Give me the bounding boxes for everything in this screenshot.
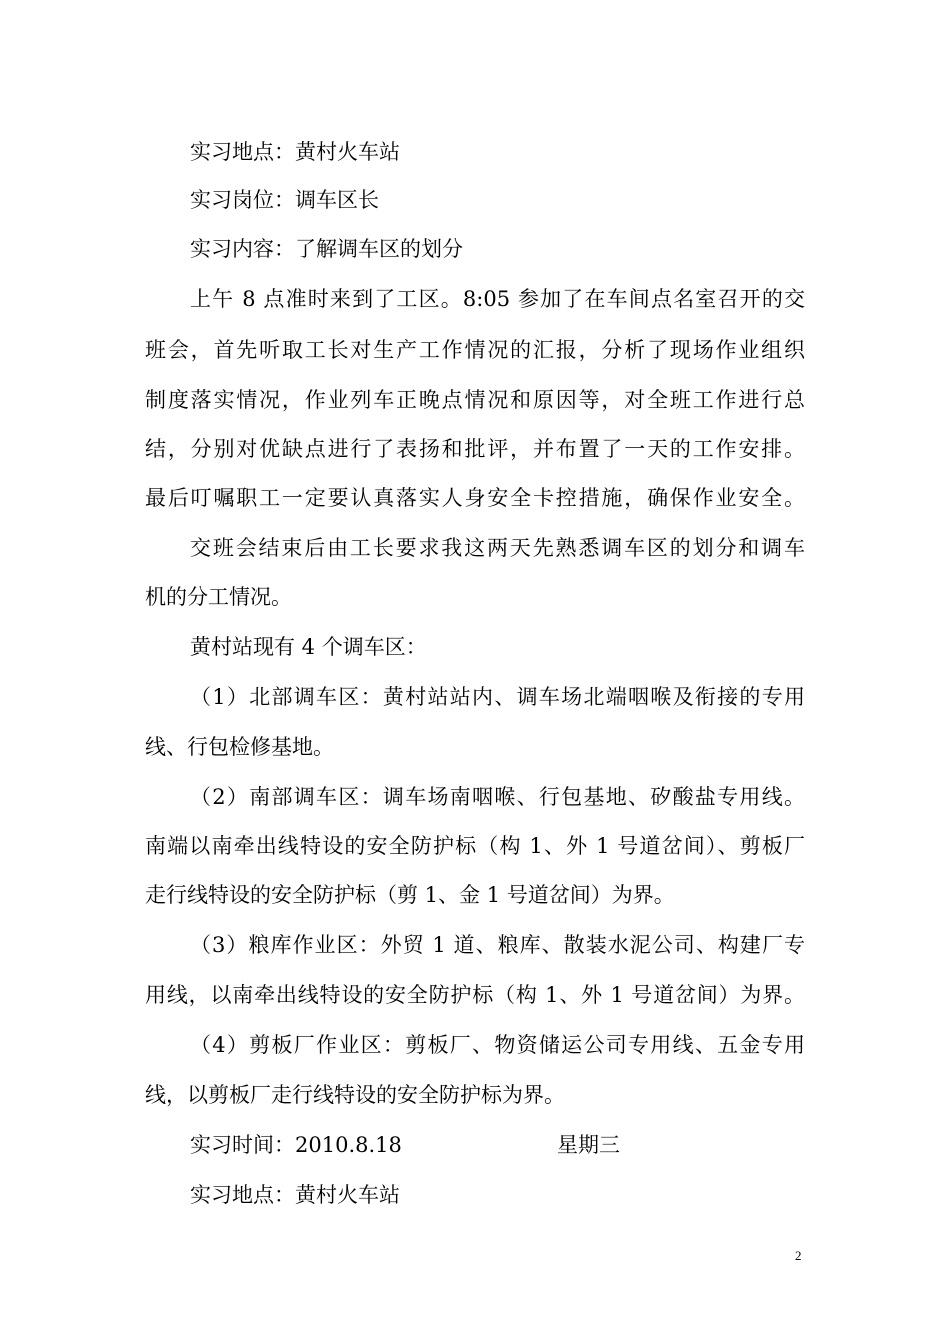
paragraph-line: （1）北部调车区：黄村站站内、调车场北端咽喉及衔接的专用 bbox=[190, 685, 805, 709]
paragraph-line: 最后叮嘱职工一定要认真落实人身安全卡控措施，确保作业安全。 bbox=[145, 486, 805, 510]
paragraph-line: 制度落实情况，作业列车正晚点情况和原因等，对全班工作进行总 bbox=[145, 388, 805, 412]
paragraph-line: 交班会结束后由工长要求我这两天先熟悉调车区的划分和调车 bbox=[190, 536, 805, 560]
paragraph-line: （2）南部调车区：调车场南咽喉、行包基地、矽酸盐专用线。 bbox=[190, 785, 805, 809]
paragraph-line: 机的分工情况。 bbox=[145, 585, 292, 609]
internship-position: 实习岗位：调车区长 bbox=[190, 188, 379, 212]
zones-intro: 黄村站现有 4 个调车区： bbox=[190, 635, 427, 659]
paragraph-line: （3）粮库作业区：外贸 1 道、粮库、散装水泥公司、构建厂专 bbox=[190, 933, 805, 957]
internship-content: 实习内容：了解调车区的划分 bbox=[190, 237, 463, 261]
internship-weekday: 星期三 bbox=[557, 1133, 620, 1157]
paragraph-line: （4）剪板厂作业区：剪板厂、物资储运公司专用线、五金专用 bbox=[190, 1033, 805, 1057]
paragraph-line: 用线，以南牵出线特设的安全防护标（构 1、外 1 号道岔间）为界。 bbox=[145, 983, 805, 1007]
internship-time: 实习时间：2010.8.18 bbox=[190, 1133, 402, 1157]
paragraph-line: 南端以南牵出线特设的安全防护标（构 1、外 1 号道岔间）、剪板厂 bbox=[145, 834, 805, 858]
paragraph-line: 上午 8 点准时来到了工区。8:05 参加了在车间点名室召开的交 bbox=[190, 287, 805, 311]
page-number: 2 bbox=[795, 1248, 802, 1263]
next-entry-time-row bbox=[190, 1130, 805, 1160]
paragraph-line: 结，分别对优缺点进行了表扬和批评，并布置了一天的工作安排。 bbox=[145, 437, 805, 461]
internship-location-next: 实习地点：黄村火车站 bbox=[190, 1183, 400, 1207]
internship-location: 实习地点：黄村火车站 bbox=[190, 140, 400, 164]
paragraph-line: 走行线特设的安全防护标（剪 1、金 1 号道岔间）为界。 bbox=[145, 883, 675, 907]
paragraph-line: 班会，首先听取工长对生产工作情况的汇报，分析了现场作业组织 bbox=[145, 338, 805, 362]
paragraph-line: 线，以剪板厂走行线特设的安全防护标为界。 bbox=[145, 1083, 565, 1107]
paragraph-line: 线、行包检修基地。 bbox=[145, 735, 334, 759]
